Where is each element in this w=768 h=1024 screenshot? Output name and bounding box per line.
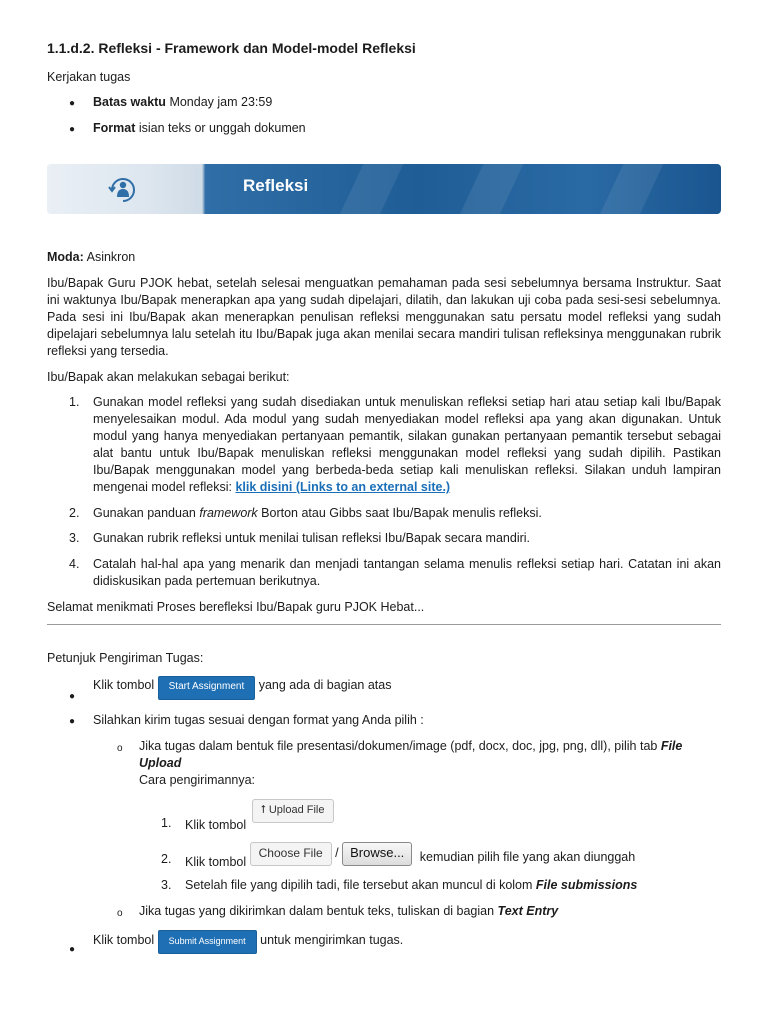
upload-icon: ⭡ [260,804,266,816]
refleksi-banner [47,164,721,214]
divider [47,624,721,625]
step-2-text: Gunakan panduan framework Borton atau Gibbs saat Ibu/Bapak menulis refleksi. [93,506,542,520]
step-3-text: Gunakan rubrik refleksi untuk menilai tulisan refleksi Ibu/Bapak secara mandiri. [93,531,531,545]
download-link[interactable]: klik disini (Links to an external site.) [235,480,451,494]
deadline-value: Monday jam 23:59 [169,95,273,109]
deadline-row [93,94,272,111]
submissions-step: Setelah file yang dipilih tadi, file tersebut akan muncul di kolom File submissions [185,878,638,892]
moda-value: Asinkron [86,250,136,264]
start-assignment-button[interactable]: Start Assignment [158,676,256,700]
choose-step: Klik tombol Choose File / Browse... kemudian pilih file yang akan diunggah [185,842,635,866]
how-label: Cara pengirimannya: [139,773,256,787]
submission-step-start: Klik tombol Start Assignment yang ada di bagian atas [93,676,391,700]
submission-step-submit: Klik tombol Submit Assignment untuk mengirimkan tugas. [93,930,403,954]
upload-file-button[interactable]: ⭡ Upload File [252,799,334,823]
steps-intro: Ibu/Bapak akan melakukan sebagai berikut: [47,370,290,384]
task-label: Kerjakan tugas [47,70,131,84]
format-label: Format [93,121,136,135]
text-entry-option: Jika tugas yang dikirimkan dalam bentuk teks, tuliskan di bagian Text Entry [139,904,559,918]
moda-row [47,249,135,266]
step-4-text: Catalah hal-hal apa yang menarik dan menjadi tantangan selama menulis refleksi setiap hari. Catatan ini akan didiskusikan pada pertemuan berikutnya. [93,557,721,588]
bullet-dot: ● [69,124,76,135]
step-number: 4. [69,557,80,571]
moda-label: Moda: [47,250,84,264]
upload-step: Klik tombol ⭡ Upload File [185,799,334,823]
step-number: 1. [69,395,80,409]
bullet-dot: ● [69,98,76,109]
intro-paragraph: Ibu/Bapak Guru PJOK hebat, setelah selesai menguatkan pemahaman pada sesi sebelumnya bersama Instruktur. Saat ini waktunya Ibu/Bapak menerapkan apa yang sudah dipelajari, dilatih, dan lakukan uji coba pada sesi-sesi sebelumnya. Pada sesi ini Ibu/Bapak akan menerapkan penulisan refleksi menggunakan satu persatu model refleksi yang sudah dipelajari sebelumnya lalu setelah itu Ibu/Bapak juga akan menilai secara mandiri tulisan refleksinya menggunakan rubrik refleksi yang tersedia. [47,276,721,358]
submission-heading: Petunjuk Pengiriman Tugas: [47,651,204,665]
bullet-dot: ● [69,691,76,702]
step-number: 1. [161,816,172,830]
browse-button[interactable]: Browse... [342,842,412,866]
bullet-dot: ● [69,716,76,727]
choose-file-button[interactable]: Choose File [250,842,332,866]
submission-step-format: Silahkan kirim tugas sesuai dengan format yang Anda pilih : [93,713,424,727]
reflection-person-icon [105,172,141,208]
submit-assignment-button[interactable]: Submit Assignment [158,930,257,954]
banner-title: Refleksi [243,176,309,195]
step-number: 3. [161,878,172,892]
step-number: 2. [69,506,80,520]
bullet-dot: ● [69,944,76,955]
closing-text: Selamat menikmati Proses berefleksi Ibu/Bapak guru PJOK Hebat... [47,600,425,614]
step-1-text: Gunakan model refleksi yang sudah disediakan untuk menuliskan refleksi setiap hari atau setiap kali Ibu/Bapak menyelesaikan modul. Ada modul yang sudah menyediakan model refleksi apa yang akan digunakan. Untuk modul yang hanya menyediakan pertanyaan pemantik, silakan gunakan pertanyaan pemantik tersebut sebagai alat bantu untuk Ibu/Bapak menuliskan refleksi menggunakan model refleksi yang sudah dipilih. Pastikan Ibu/Bapak menggunakan model yang berbeda-beda setiap kali menuliskan refleksi. Silakan unduh lampiran mengenai model refleksi: klik disini (Links to an external site.) [93,395,721,494]
file-upload-option: Jika tugas dalam bentuk file presentasi/dokumen/image (pdf, docx, doc, jpg, png, dll), pilih tab File Upload [139,739,683,770]
format-row [93,120,306,137]
circle-bullet: o [117,743,123,754]
format-value: isian teks or unggah dokumen [138,121,306,135]
page-title: 1.1.d.2. Refleksi - Framework dan Model-model Refleksi [47,40,416,56]
step-number: 3. [69,531,80,545]
deadline-label: Batas waktu [93,95,166,109]
step-number: 2. [161,852,172,866]
circle-bullet: o [117,908,123,919]
